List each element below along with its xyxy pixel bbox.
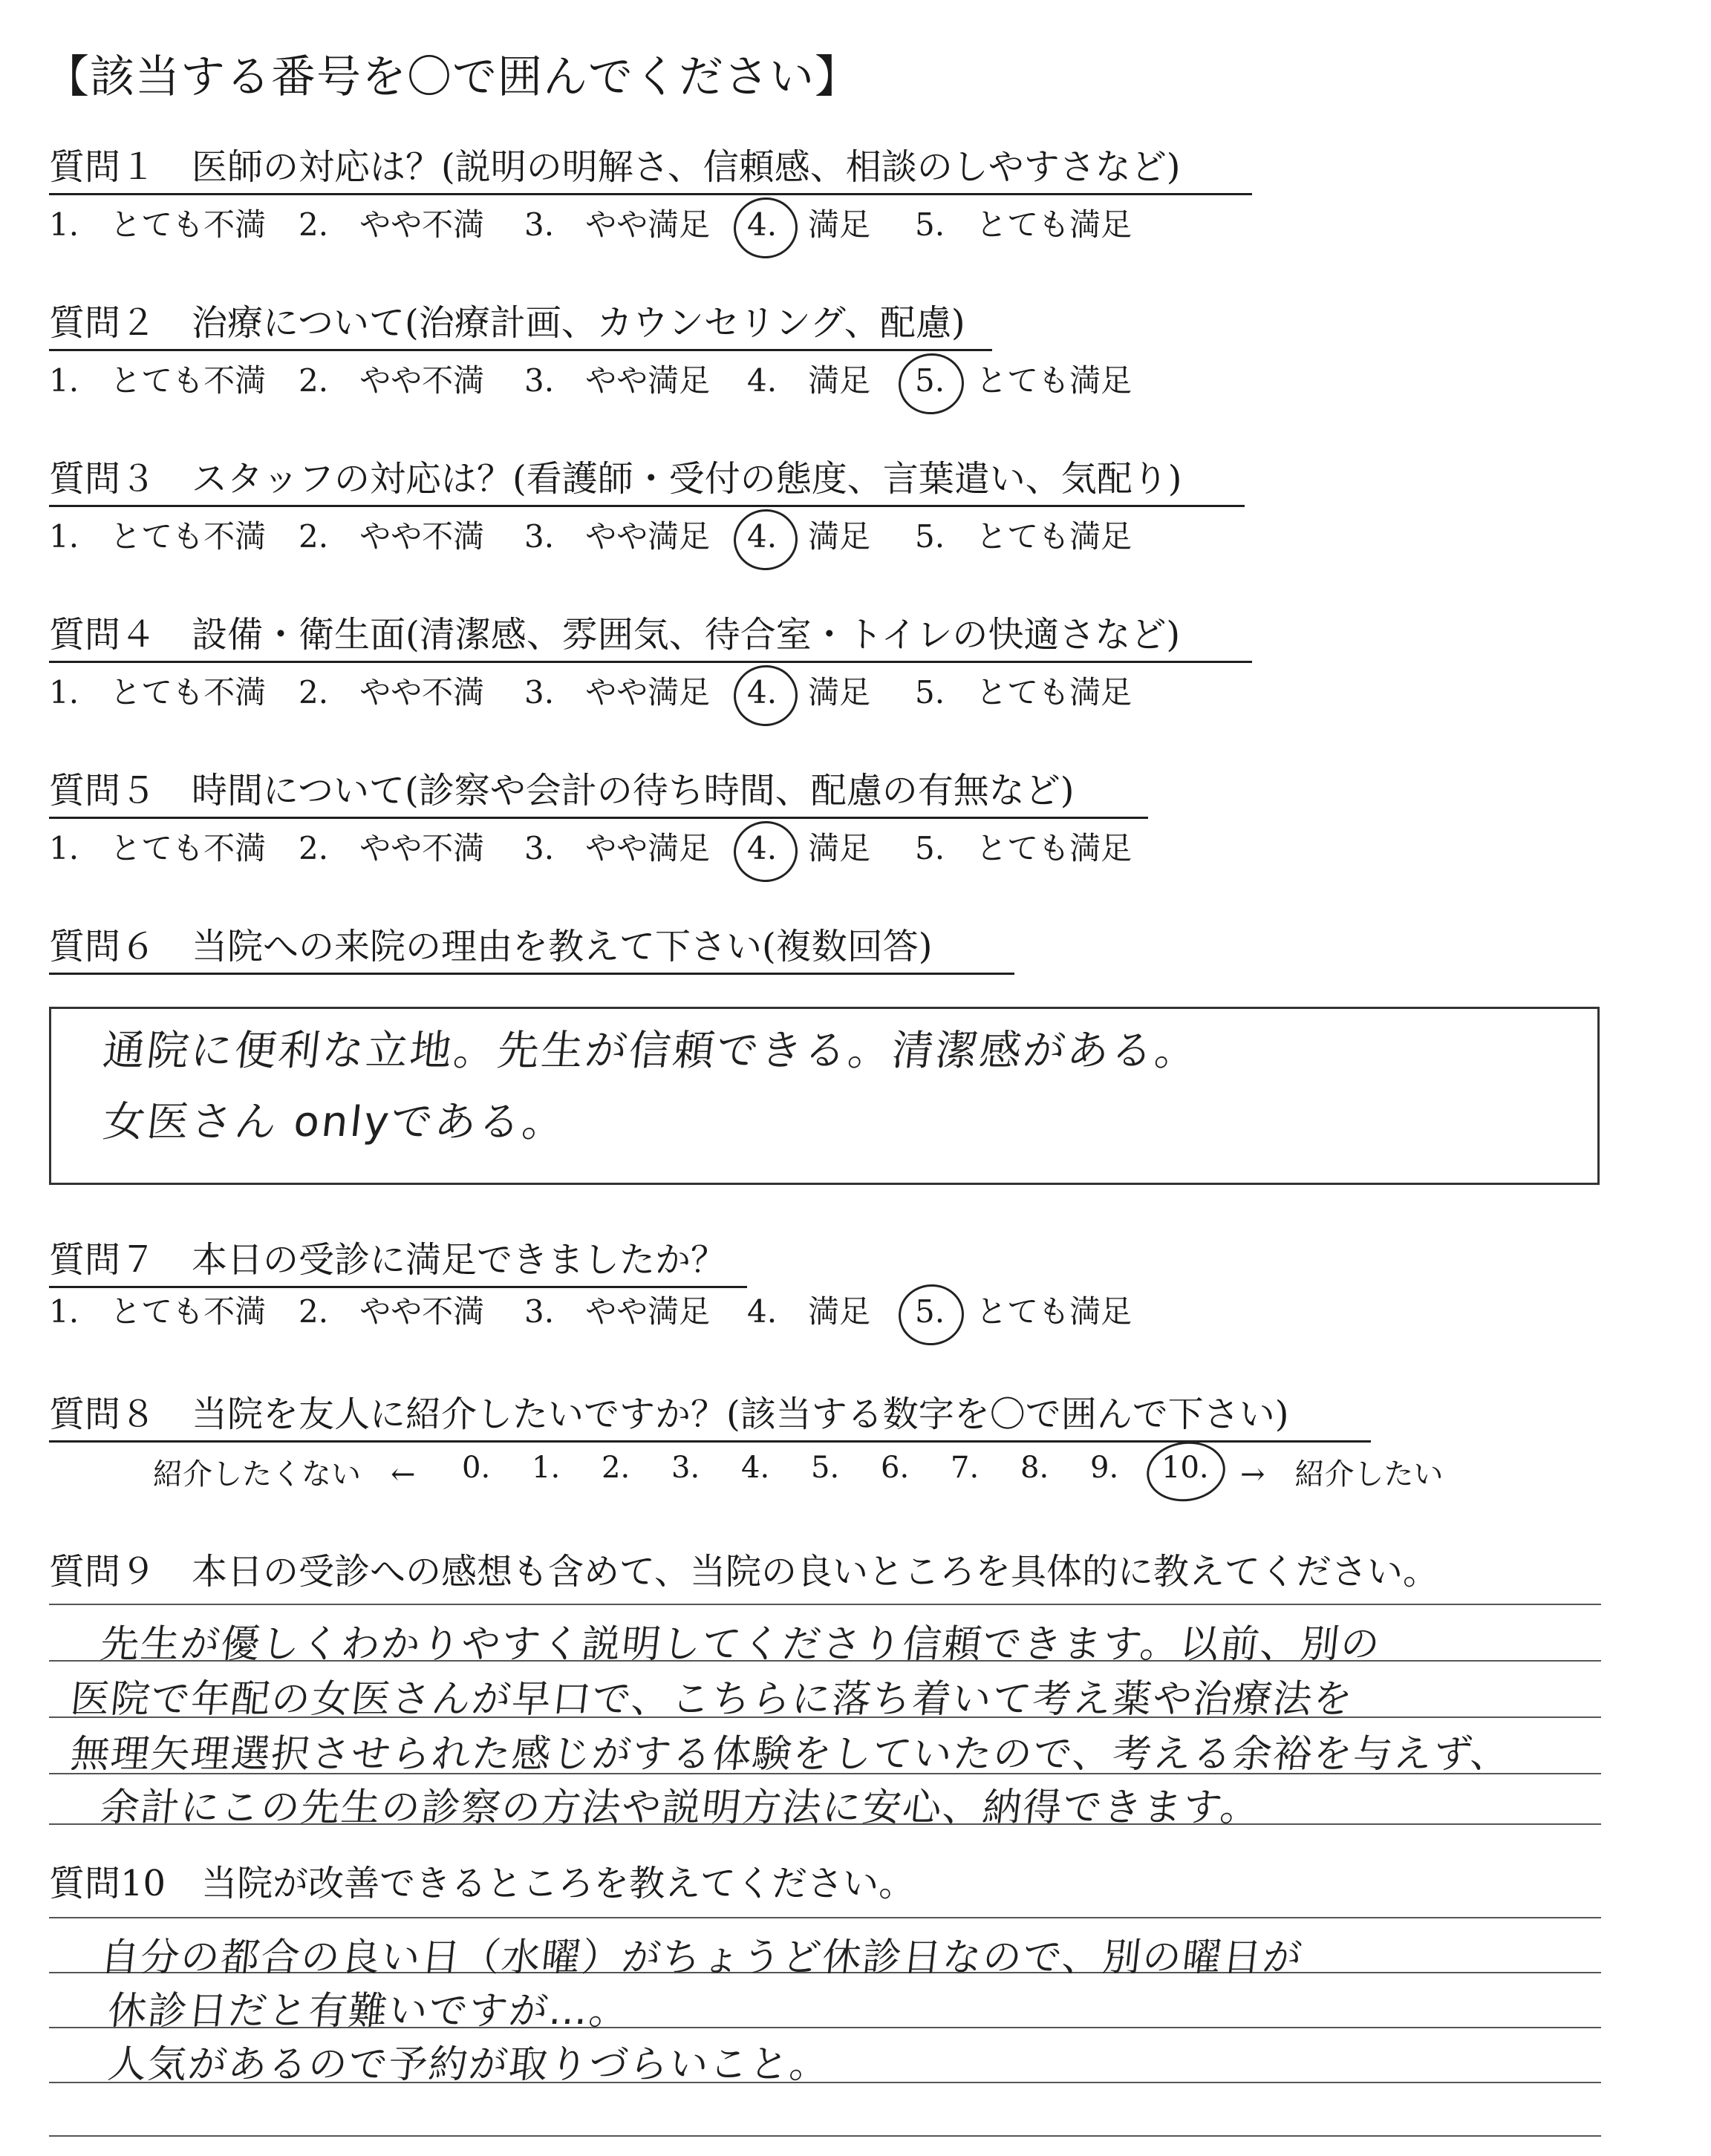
q7-option-2[interactable]: 2. やや不満 — [299, 1293, 485, 1330]
question-4-label: 質問４ 設備・衛生面(清潔感、雰囲気、待合室・トイレの快適さなど) — [49, 613, 1252, 663]
q9-answer-line-3: 無理矢理選択させられた感じがする体験をしていたので、考える余裕を与えず、 — [68, 1732, 1513, 1777]
q1-option-3[interactable]: 3. やや満足 — [524, 206, 711, 243]
q2-option-4[interactable]: 4. 満足 — [747, 362, 871, 399]
question-7-options — [49, 1293, 1311, 1335]
question-3-label: 質問３ スタッフの対応は？(看護師・受付の態度、言葉遣い、気配り) — [49, 457, 1245, 507]
question-2-options — [49, 362, 1311, 404]
question-9-label: 質問９ 本日の受診への感想も含めて、当院の良いところを具体的に教えてください。 — [49, 1551, 1439, 1592]
q2-option-2[interactable]: 2. やや不満 — [299, 362, 485, 399]
q4-option-5[interactable]: 5. とても満足 — [915, 674, 1132, 710]
q4-selection-circle — [730, 661, 802, 730]
q3-option-3[interactable]: 3. やや満足 — [524, 518, 711, 555]
q8-selection-circle — [1143, 1437, 1229, 1506]
q5-option-5[interactable]: 5. とても満足 — [915, 830, 1132, 866]
q5-option-4[interactable]: 4. 満足 — [747, 830, 871, 866]
q8-number-10[interactable]: 10. — [1161, 1451, 1209, 1485]
q8-number-7[interactable]: 7. — [951, 1451, 980, 1485]
q8-number-0[interactable]: 0. — [462, 1451, 491, 1485]
question-3-options — [49, 518, 1311, 560]
q3-option-1[interactable]: 1. とても不満 — [49, 518, 267, 555]
question-8-scale — [49, 1449, 1609, 1494]
page-title: 【該当する番号を〇で囲んでください】 — [45, 51, 860, 103]
q8-number-3[interactable]: 3. — [671, 1451, 700, 1485]
q9-answer-line-1: 先生が優しくわかりやすく説明してくださり信頼できます。以前、別の — [98, 1622, 1384, 1667]
question-1-options — [49, 206, 1311, 248]
q3-option-2[interactable]: 2. やや不満 — [299, 518, 485, 555]
q7-option-1[interactable]: 1. とても不満 — [49, 1293, 267, 1330]
q3-option-5[interactable]: 5. とても満足 — [915, 518, 1132, 555]
q1-option-5[interactable]: 5. とても満足 — [915, 206, 1132, 243]
q7-option-5[interactable]: 5. とても満足 — [915, 1293, 1132, 1330]
q10-answer-line-2: 休診日だと有難いですが…。 — [105, 1989, 632, 2034]
q2-option-1[interactable]: 1. とても不満 — [49, 362, 267, 399]
q10-rule-0 — [49, 1917, 1601, 1918]
q1-selection-circle — [730, 193, 802, 262]
question-4-options — [49, 674, 1311, 716]
q4-option-1[interactable]: 1. とても不満 — [49, 674, 267, 710]
q6-answer-line-2: 女医さん onlyである。 — [100, 1098, 569, 1146]
q8-right-label: → 紹介したい — [1240, 1457, 1444, 1492]
question-6-label: 質問６ 当院への来院の理由を教えて下さい(複数回答) — [49, 925, 1014, 975]
q5-option-1[interactable]: 1. とても不満 — [49, 830, 267, 866]
q9-answer-line-4: 余計にこの先生の診察の方法や説明方法に安心、納得できます。 — [98, 1786, 1263, 1830]
q1-option-1[interactable]: 1. とても不満 — [49, 206, 267, 243]
q7-option-4[interactable]: 4. 満足 — [747, 1293, 871, 1330]
question-6-answer-box[interactable] — [49, 1007, 1600, 1185]
question-5-options — [49, 830, 1311, 872]
question-2-label: 質問２ 治療について(治療計画、カウンセリング、配慮) — [49, 301, 992, 351]
q10-answer-line-1: 自分の都合の良い日（水曜）がちょうど休診日なので、別の曜日が — [98, 1936, 1306, 1980]
q8-number-4[interactable]: 4. — [741, 1451, 770, 1485]
q5-option-3[interactable]: 3. やや満足 — [524, 830, 711, 866]
q1-option-4[interactable]: 4. 満足 — [747, 206, 871, 243]
q6-answer-line-1: 通院に便利な立地。先生が信頼できる。清潔感がある。 — [100, 1027, 1202, 1075]
question-9-answer-area[interactable] — [49, 1604, 1601, 1830]
q10-rule-4 — [49, 2135, 1601, 2137]
question-1-label: 質問１ 医師の対応は？(説明の明解さ、信頼感、相談のしやすさなど) — [49, 146, 1252, 195]
q8-number-2[interactable]: 2. — [602, 1451, 630, 1485]
question-7-label: 質問７ 本日の受診に満足できましたか？ — [49, 1238, 747, 1288]
q1-option-2[interactable]: 2. やや不満 — [299, 206, 485, 243]
q9-rule-0 — [49, 1604, 1601, 1605]
q4-option-3[interactable]: 3. やや満足 — [524, 674, 711, 710]
q4-option-4[interactable]: 4. 満足 — [747, 674, 871, 710]
q2-selection-circle — [895, 349, 968, 418]
q7-option-3[interactable]: 3. やや満足 — [524, 1293, 711, 1330]
q8-number-5[interactable]: 5. — [811, 1451, 840, 1485]
q8-number-6[interactable]: 6. — [881, 1451, 910, 1485]
q5-option-2[interactable]: 2. やや不満 — [299, 830, 485, 866]
q4-option-2[interactable]: 2. やや不満 — [299, 674, 485, 710]
question-10-label: 質問10 当院が改善できるところを教えてください。 — [49, 1863, 915, 1904]
question-5-label: 質問５ 時間について(診察や会計の待ち時間、配慮の有無など) — [49, 769, 1148, 819]
question-10-answer-area[interactable] — [49, 1917, 1601, 2140]
q8-number-8[interactable]: 8. — [1020, 1451, 1049, 1485]
q8-left-label: 紹介したくない ← — [153, 1457, 416, 1492]
q10-answer-line-3: 人気があるので予約が取りづらいこと。 — [105, 2042, 832, 2087]
question-8-label: 質問８ 当院を友人に紹介したいですか？(該当する数字を〇で囲んで下さい) — [49, 1393, 1371, 1443]
q2-option-3[interactable]: 3. やや満足 — [524, 362, 711, 399]
q3-option-4[interactable]: 4. 満足 — [747, 518, 871, 555]
q8-number-1[interactable]: 1. — [532, 1451, 561, 1485]
q8-number-9[interactable]: 9. — [1090, 1451, 1119, 1485]
q7-selection-circle — [895, 1280, 968, 1349]
q3-selection-circle — [730, 505, 802, 574]
q5-selection-circle — [730, 817, 802, 886]
q9-answer-line-2: 医院で年配の女医さんが早口で、こちらに落ち着いて考え薬や治療法を — [68, 1677, 1356, 1722]
q2-option-5[interactable]: 5. とても満足 — [915, 362, 1132, 399]
